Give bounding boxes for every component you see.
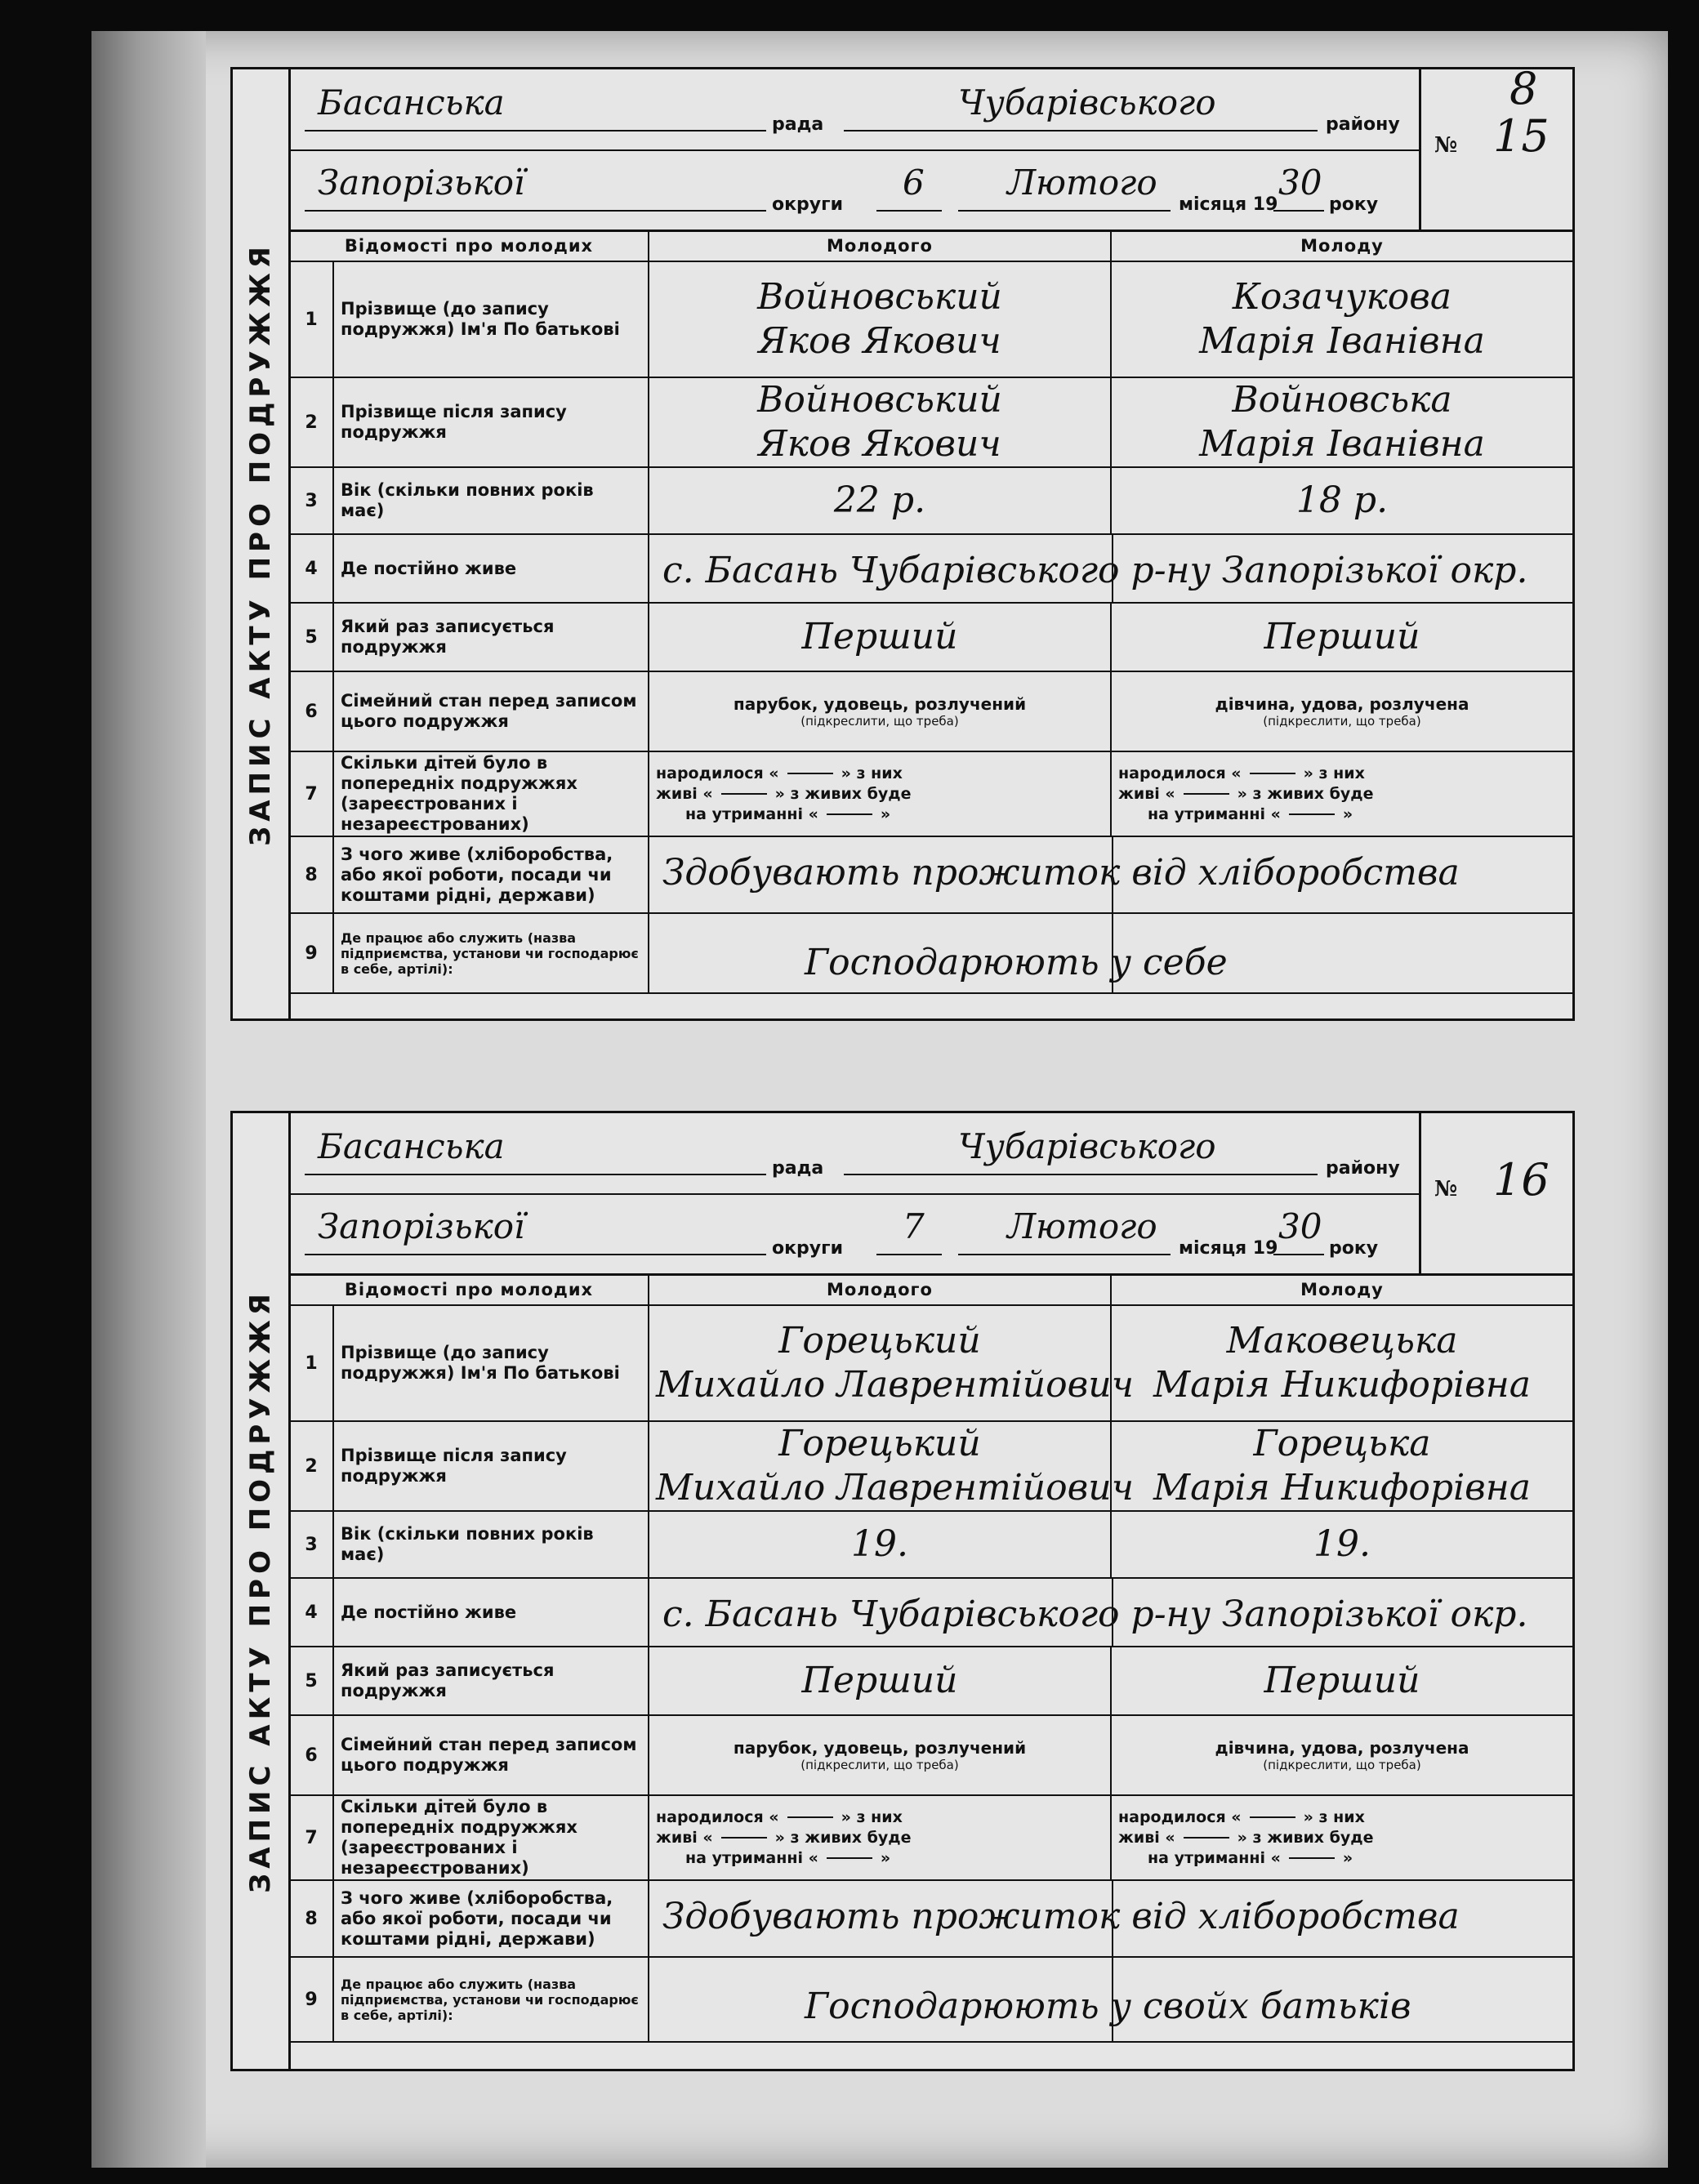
blank-line bbox=[844, 130, 1318, 131]
handwritten-shared-answer: Господарюють у свойх батьків bbox=[805, 1986, 1411, 2027]
record-table bbox=[288, 1273, 1574, 2043]
born-line-label: народилося « bbox=[1118, 764, 1242, 782]
born-line-label: народилося « bbox=[656, 1807, 779, 1826]
alive-line-label: живі « bbox=[656, 1828, 713, 1847]
row-question: Прізвище після запису подружжя bbox=[333, 377, 649, 467]
groom-answer-cell bbox=[649, 261, 1111, 377]
blank-line bbox=[305, 1254, 766, 1255]
table-row bbox=[289, 836, 1573, 913]
handwritten-bride-answer: 18 р. bbox=[1295, 479, 1389, 521]
groom-marital-status bbox=[649, 1715, 1111, 1795]
row-question: Прізвище (до запису подружжя) Ім'я По батькові bbox=[333, 1305, 649, 1421]
column-header-groom: Молодого bbox=[649, 1274, 1111, 1305]
district-label: району bbox=[1326, 114, 1400, 135]
handwritten-bride-answer: Марія Іванівна bbox=[1199, 320, 1485, 362]
keep-line-label: на утриманні « bbox=[685, 805, 818, 823]
row-question: Прізвище (до запису подружжя) Ім'я По батькові bbox=[333, 261, 649, 377]
table-row bbox=[289, 671, 1573, 751]
row-number: 8 bbox=[289, 836, 333, 913]
groom-answer-cell bbox=[649, 467, 1111, 534]
row-number: 2 bbox=[289, 377, 333, 467]
handwritten-bride-answer: Козачукова bbox=[1232, 276, 1452, 318]
blank-line bbox=[958, 1254, 1171, 1255]
born-line-end: » з них bbox=[841, 764, 903, 782]
record-number-box bbox=[1419, 1113, 1572, 1273]
keep-line bbox=[1118, 1848, 1566, 1869]
record-number-box bbox=[1419, 63, 1572, 230]
handwritten-bride-answer: Марія Никифорівна bbox=[1153, 1364, 1531, 1406]
alive-line bbox=[1118, 1828, 1566, 1848]
number-label: № bbox=[1434, 133, 1458, 158]
row-number: 4 bbox=[289, 1578, 333, 1647]
groom-answer-cell bbox=[649, 1421, 1134, 1511]
underline-hint: (підкреслити, що треба) bbox=[1263, 714, 1421, 729]
handwritten-bride-answer: 19. bbox=[1313, 1523, 1371, 1565]
handwritten-month: Лютого bbox=[1007, 1206, 1157, 1246]
row-number: 7 bbox=[289, 751, 333, 836]
keep-line bbox=[656, 805, 1104, 825]
row-number: 9 bbox=[289, 1957, 333, 2042]
born-line-end: » з них bbox=[841, 1807, 903, 1826]
blank-line bbox=[305, 210, 766, 212]
groom-answer-cell bbox=[649, 1305, 1134, 1421]
marital-options-groom: парубок, удовець, розлучений bbox=[733, 1738, 1027, 1758]
keep-line-end: » bbox=[880, 805, 891, 823]
handwritten-council: Басанська bbox=[318, 1126, 505, 1166]
blank-line bbox=[958, 210, 1171, 212]
row-question: Прізвище після запису подружжя bbox=[333, 1421, 649, 1511]
alive-line-label: живі « bbox=[1118, 784, 1175, 803]
vertical-title-text: ЗАПИС АКТУ ПРО ПОДРУЖЖЯ bbox=[244, 1289, 278, 1893]
header-line-okrug bbox=[288, 149, 1421, 230]
record-table bbox=[288, 230, 1574, 994]
column-header-info: Відомості про молодих bbox=[289, 230, 649, 261]
blank-line bbox=[844, 1174, 1318, 1175]
bride-answer-cell bbox=[1111, 1305, 1573, 1421]
alive-line-end: » з живих буде bbox=[1237, 784, 1374, 803]
alive-line bbox=[656, 784, 1104, 805]
column-header-bride: Молоду bbox=[1111, 230, 1573, 261]
alive-line-end: » з живих буде bbox=[774, 784, 912, 803]
header-line-council bbox=[288, 69, 1421, 151]
blank-line bbox=[787, 773, 833, 774]
okrug-label: округи bbox=[772, 1238, 844, 1259]
handwritten-groom-answer: Перший bbox=[801, 1660, 958, 1701]
handwritten-groom-answer: 19. bbox=[851, 1523, 908, 1565]
handwritten-bride-answer: Марія Іванівна bbox=[1199, 423, 1485, 465]
table-row bbox=[289, 1511, 1573, 1578]
handwritten-shared-answer: Здобувають прожиток від хліборобства bbox=[662, 1896, 1460, 1937]
register-page bbox=[91, 31, 1668, 2168]
column-header-groom: Молодого bbox=[649, 230, 1111, 261]
handwritten-district: Чубарівського bbox=[958, 1126, 1216, 1166]
children-bride bbox=[1111, 1795, 1573, 1880]
row-number: 5 bbox=[289, 1647, 333, 1715]
groom-answer-cell bbox=[649, 1647, 1111, 1715]
row-number: 3 bbox=[289, 467, 333, 534]
handwritten-shared-answer: Здобувають прожиток від хліборобства bbox=[662, 852, 1460, 894]
bride-marital-status bbox=[1111, 671, 1573, 751]
vertical-title bbox=[233, 69, 291, 1018]
keep-line-label: на утриманні « bbox=[1148, 1848, 1281, 1867]
handwritten-shared-answer: с. Басань Чубарівського р-ну Запорізької окр. bbox=[662, 1593, 1528, 1635]
underline-hint: (підкреслити, що треба) bbox=[800, 1758, 959, 1772]
handwritten-day: 6 bbox=[903, 163, 925, 203]
row-question: Сімейний стан перед записом цього подружжя bbox=[333, 1715, 649, 1795]
table-row bbox=[289, 534, 1573, 603]
table-row bbox=[289, 261, 1573, 377]
table-row bbox=[289, 377, 1573, 467]
children-groom bbox=[649, 751, 1111, 836]
born-line bbox=[656, 1807, 1104, 1828]
year-label: року bbox=[1329, 1238, 1379, 1259]
month-label: місяця 19 bbox=[1179, 1238, 1278, 1259]
marital-options-groom: парубок, удовець, розлучений bbox=[733, 694, 1027, 714]
handwritten-groom-answer: Михайло Лаврентійович bbox=[656, 1364, 1134, 1406]
row-number: 4 bbox=[289, 534, 333, 603]
handwritten-groom-answer: Михайло Лаврентійович bbox=[656, 1467, 1134, 1509]
marital-options-bride: дівчина, удова, розлучена bbox=[1215, 1738, 1469, 1758]
table-row bbox=[289, 1578, 1573, 1647]
groom-answer-cell bbox=[649, 603, 1111, 671]
month-label: місяця 19 bbox=[1179, 194, 1278, 215]
header-line-okrug bbox=[288, 1193, 1421, 1273]
bride-answer-cell bbox=[1111, 1421, 1573, 1511]
handwritten-shared-answer: с. Басань Чубарівського р-ну Запорізької окр. bbox=[662, 550, 1528, 591]
blank-line bbox=[876, 1254, 942, 1255]
blank-line bbox=[721, 793, 767, 795]
blank-line bbox=[305, 130, 766, 131]
column-header-info: Відомості про молодих bbox=[289, 1274, 649, 1305]
shared-answer-cell bbox=[649, 913, 1573, 993]
blank-line bbox=[787, 1816, 833, 1818]
marriage-record bbox=[230, 63, 1575, 1021]
keep-line-label: на утриманні « bbox=[1148, 805, 1281, 823]
bride-answer-cell bbox=[1111, 1647, 1573, 1715]
table-row bbox=[289, 603, 1573, 671]
marriage-record bbox=[230, 1111, 1575, 2071]
blank-line bbox=[1184, 793, 1229, 795]
handwritten-number-top: 8 bbox=[1509, 63, 1538, 114]
vertical-title bbox=[233, 1113, 291, 2069]
handwritten-bride-answer: Марія Никифорівна bbox=[1153, 1467, 1531, 1509]
handwritten-groom-answer: Горецький bbox=[778, 1423, 981, 1464]
row-number: 8 bbox=[289, 1880, 333, 1957]
children-bride bbox=[1111, 751, 1573, 836]
row-question: Сімейний стан перед записом цього подружжя bbox=[333, 671, 649, 751]
handwritten-year: 30 bbox=[1278, 1206, 1322, 1246]
handwritten-bride-answer: Маковецька bbox=[1226, 1320, 1458, 1362]
handwritten-okrug: Запорізької bbox=[318, 1206, 525, 1246]
row-question: Який раз записується подружжя bbox=[333, 1647, 649, 1715]
record-header bbox=[288, 63, 1572, 232]
handwritten-number: 15 bbox=[1493, 110, 1550, 162]
row-number: 2 bbox=[289, 1421, 333, 1511]
table-row bbox=[289, 1957, 1573, 2042]
bride-answer-cell bbox=[1111, 261, 1573, 377]
row-question: Вік (скільки повних років має) bbox=[333, 1511, 649, 1578]
shared-answer-cell bbox=[649, 1578, 1573, 1647]
handwritten-groom-answer: 22 р. bbox=[833, 479, 926, 521]
handwritten-shared-answer: Господарюють у себе bbox=[805, 942, 1228, 983]
blank-line bbox=[827, 813, 872, 815]
bride-answer-cell bbox=[1111, 467, 1573, 534]
handwritten-number: 16 bbox=[1493, 1154, 1550, 1206]
born-line-end: » з них bbox=[1303, 764, 1365, 782]
number-label: № bbox=[1434, 1177, 1458, 1201]
handwritten-bride-answer: Перший bbox=[1264, 616, 1420, 657]
blank-line bbox=[721, 1837, 767, 1839]
alive-line-end: » з живих буде bbox=[1237, 1828, 1374, 1847]
row-number: 1 bbox=[289, 1305, 333, 1421]
row-number: 6 bbox=[289, 671, 333, 751]
groom-answer-cell bbox=[649, 1511, 1111, 1578]
keep-line bbox=[656, 1848, 1104, 1869]
born-line bbox=[1118, 764, 1566, 784]
born-line-end: » з них bbox=[1303, 1807, 1365, 1826]
children-groom bbox=[649, 1795, 1111, 1880]
row-question: Скільки дітей було в попередніх подружжях (зареєстрованих і незареєстрованих) bbox=[333, 1795, 649, 1880]
marital-options-bride: дівчина, удова, розлучена bbox=[1215, 694, 1469, 714]
keep-line-end: » bbox=[1342, 805, 1353, 823]
bride-answer-cell bbox=[1111, 603, 1573, 671]
blank-line bbox=[1289, 813, 1335, 815]
row-question: Де постійно живе bbox=[333, 534, 649, 603]
row-number: 9 bbox=[289, 913, 333, 993]
bride-marital-status bbox=[1111, 1715, 1573, 1795]
district-label: району bbox=[1326, 1158, 1400, 1179]
row-number: 6 bbox=[289, 1715, 333, 1795]
underline-hint: (підкреслити, що треба) bbox=[1263, 1758, 1421, 1772]
blank-line bbox=[876, 210, 942, 212]
table-row bbox=[289, 1795, 1573, 1880]
blank-line bbox=[1273, 210, 1324, 212]
row-question: Де працює або служить (назва підприємства, установи чи господарює в себе, артілі): bbox=[333, 1957, 649, 2042]
shared-answer-cell bbox=[649, 836, 1573, 913]
underline-hint: (підкреслити, що треба) bbox=[800, 714, 959, 729]
blank-line bbox=[1289, 1857, 1335, 1859]
handwritten-district: Чубарівського bbox=[958, 82, 1216, 123]
blank-line bbox=[305, 1174, 766, 1175]
handwritten-council: Басанська bbox=[318, 82, 505, 123]
table-row bbox=[289, 751, 1573, 836]
alive-line-label: живі « bbox=[656, 784, 713, 803]
header-line-council bbox=[288, 1113, 1421, 1195]
vertical-title-text: ЗАПИС АКТУ ПРО ПОДРУЖЖЯ bbox=[244, 242, 278, 846]
table-row bbox=[289, 467, 1573, 534]
handwritten-groom-answer: Войновський bbox=[757, 379, 1002, 421]
row-question: З чого живе (хліборобства, або якої роботи, посади чи коштами рідні, держави) bbox=[333, 1880, 649, 1957]
table-row bbox=[289, 1647, 1573, 1715]
blank-line bbox=[1250, 773, 1295, 774]
blank-line bbox=[827, 1857, 872, 1859]
blank-line bbox=[1184, 1837, 1229, 1839]
row-number: 5 bbox=[289, 603, 333, 671]
handwritten-groom-answer: Горецький bbox=[778, 1320, 981, 1362]
born-line bbox=[656, 764, 1104, 784]
row-question: Скільки дітей було в попередніх подружжях (зареєстрованих і незареєстрованих) bbox=[333, 751, 649, 836]
table-row bbox=[289, 1421, 1573, 1511]
born-line-label: народилося « bbox=[656, 764, 779, 782]
blank-line bbox=[1273, 1254, 1324, 1255]
handwritten-groom-answer: Яков Якович bbox=[758, 423, 1001, 465]
keep-line bbox=[1118, 805, 1566, 825]
okrug-label: округи bbox=[772, 194, 844, 215]
alive-line-end: » з живих буде bbox=[774, 1828, 912, 1847]
row-number: 1 bbox=[289, 261, 333, 377]
bride-answer-cell bbox=[1111, 1511, 1573, 1578]
born-line bbox=[1118, 1807, 1566, 1828]
alive-line bbox=[1118, 784, 1566, 805]
keep-line-end: » bbox=[880, 1848, 891, 1867]
groom-answer-cell bbox=[649, 377, 1111, 467]
row-question: Вік (скільки повних років має) bbox=[333, 467, 649, 534]
bride-answer-cell bbox=[1111, 377, 1573, 467]
shared-answer-cell bbox=[649, 534, 1573, 603]
handwritten-bride-answer: Перший bbox=[1264, 1660, 1420, 1701]
record-header bbox=[288, 1113, 1572, 1276]
handwritten-bride-answer: Горецька bbox=[1253, 1423, 1431, 1464]
blank-line bbox=[1250, 1816, 1295, 1818]
handwritten-year: 30 bbox=[1278, 163, 1322, 203]
shared-answer-cell bbox=[649, 1957, 1573, 2042]
table-row bbox=[289, 1715, 1573, 1795]
table-row bbox=[289, 1880, 1573, 1957]
handwritten-okrug: Запорізької bbox=[318, 163, 525, 203]
handwritten-day: 7 bbox=[903, 1206, 925, 1246]
alive-line bbox=[656, 1828, 1104, 1848]
column-header-bride: Молоду bbox=[1111, 1274, 1573, 1305]
year-label: року bbox=[1329, 194, 1379, 215]
keep-line-end: » bbox=[1342, 1848, 1353, 1867]
council-label: рада bbox=[772, 1158, 824, 1179]
council-label: рада bbox=[772, 114, 824, 135]
born-line-label: народилося « bbox=[1118, 1807, 1242, 1826]
row-question: З чого живе (хліборобства, або якої роботи, посади чи коштами рідні, держави) bbox=[333, 836, 649, 913]
handwritten-groom-answer: Яков Якович bbox=[758, 320, 1001, 362]
keep-line-label: на утриманні « bbox=[685, 1848, 818, 1867]
table-row bbox=[289, 913, 1573, 993]
handwritten-groom-answer: Войновський bbox=[757, 276, 1002, 318]
handwritten-bride-answer: Войновська bbox=[1232, 379, 1452, 421]
row-number: 3 bbox=[289, 1511, 333, 1578]
alive-line-label: живі « bbox=[1118, 1828, 1175, 1847]
handwritten-month: Лютого bbox=[1007, 163, 1157, 203]
groom-marital-status bbox=[649, 671, 1111, 751]
row-question: Де постійно живе bbox=[333, 1578, 649, 1647]
row-question: Який раз записується подружжя bbox=[333, 603, 649, 671]
row-question: Де працює або служить (назва підприємства, установи чи господарює в себе, артілі): bbox=[333, 913, 649, 993]
row-number: 7 bbox=[289, 1795, 333, 1880]
table-row bbox=[289, 1305, 1573, 1421]
shared-answer-cell bbox=[649, 1880, 1573, 1957]
handwritten-groom-answer: Перший bbox=[801, 616, 958, 657]
